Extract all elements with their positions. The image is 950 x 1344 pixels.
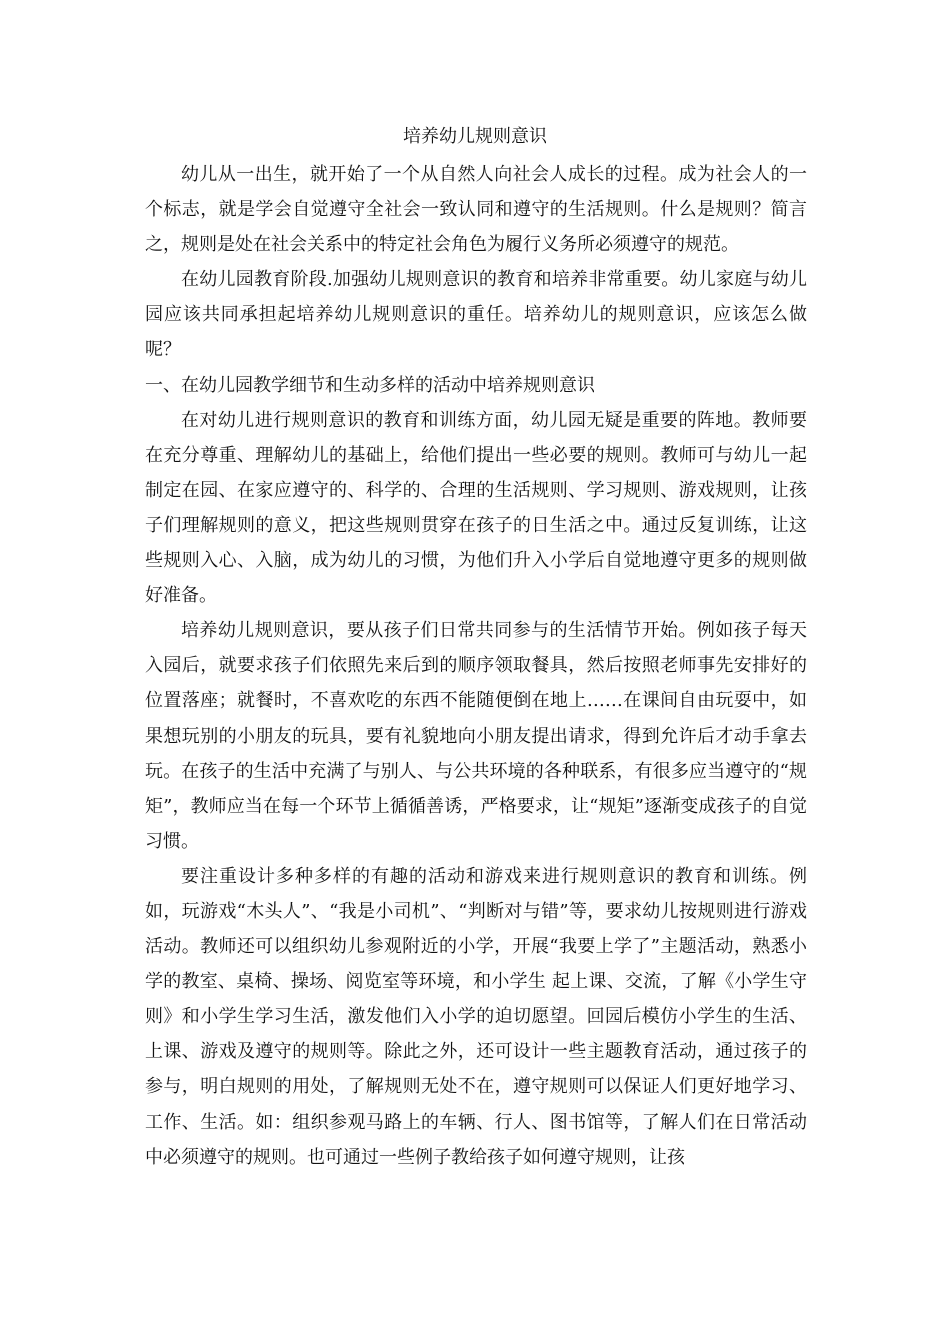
document-body bbox=[145, 157, 807, 1175]
document-title: 培养幼儿规则意识 bbox=[403, 126, 547, 147]
section-heading-1: 一、在幼儿园教学细节和生动多样的活动中培养规则意识 bbox=[145, 374, 595, 396]
paragraph-importance: 在幼儿园教育阶段.加强幼儿规则意识的教育和培养非常重要。幼儿家庭与幼儿园应该共同承担起培养幼儿规则意识的重任。培养幼儿的规则意识，应该怎么做呢？ bbox=[145, 269, 807, 361]
paragraph-kindergarten-role: 在对幼儿进行规则意识的教育和训练方面，幼儿园无疑是重要的阵地。教师要在充分尊重、理解幼儿的基础上，给他们提出一些必要的规则。教师可与幼儿一起制定在园、在家应遵守的、科学的、合理的生活规则、学习规则、游戏规则，让孩子们理解规则的意义，把这些规则贯穿在孩子的日生活之中。通过反复训练，让这些规则入心、入脑，成为幼儿的习惯，为他们升入小学后自觉地遵守更多的规则做好准备。 bbox=[145, 409, 807, 607]
paragraph-activities: 要注重设计多种多样的有趣的活动和游戏来进行规则意识的教育和训练。例如，玩游戏“木头人”、“我是小司机”、“判断对与错”等，要求幼儿按规则进行游戏活动。教师还可以组织幼儿参观附近的小学，开展“我要上学了”主题活动，熟悉小学的教室、桌椅、操场、阅览室等环境，和小学生 起上课、交流，了解《小学生守则》和小学生学习生活，激发他们入小学的迫切愿望。回园后模仿小学生的生活、上课、游戏及遵守的规则等。除此之外，还可设计一些主题教育活动，通过孩子的参与，明白规则的用处，了解规则无处不在，遵守规则可以保证人们更好地学习、工作、生活。如：组织参观马路上的车辆、行人、图书馆等，了解人们在日常活动中必须遵守的规则。也可通过一些例子教给孩子如何遵守规则，让孩 bbox=[145, 865, 807, 1168]
paragraph-daily-life: 培养幼儿规则意识，要从孩子们日常共同参与的生活情节开始。例如孩子每天入园后，就要求孩子们依照先来后到的顺序领取餐具，然后按照老师事先安排好的位置落座；就餐时，不喜欢吃的东西不能随便倒在地上……在课间自由玩耍中，如果想玩别的小朋友的玩具，要有礼貌地向小朋友提出请求，得到允许后才动手拿去玩。在孩子的生活中充满了与别人、与公共环境的各种联系，有很多应当遵守的“规矩”，教师应当在每一个环节上循循善诱，严格要求，让“规矩”逐渐变成孩子的自觉习惯。 bbox=[145, 620, 807, 852]
paragraph-intro: 幼儿从一出生，就开始了一个从自然人向社会人成长的过程。成为社会人的一个标志，就是学会自觉遵守全社会一致认同和遵守的生活规则。什么是规则？简言之，规则是处在社会关系中的特定社会角色为履行义务所必须遵守的规范。 bbox=[145, 164, 807, 256]
